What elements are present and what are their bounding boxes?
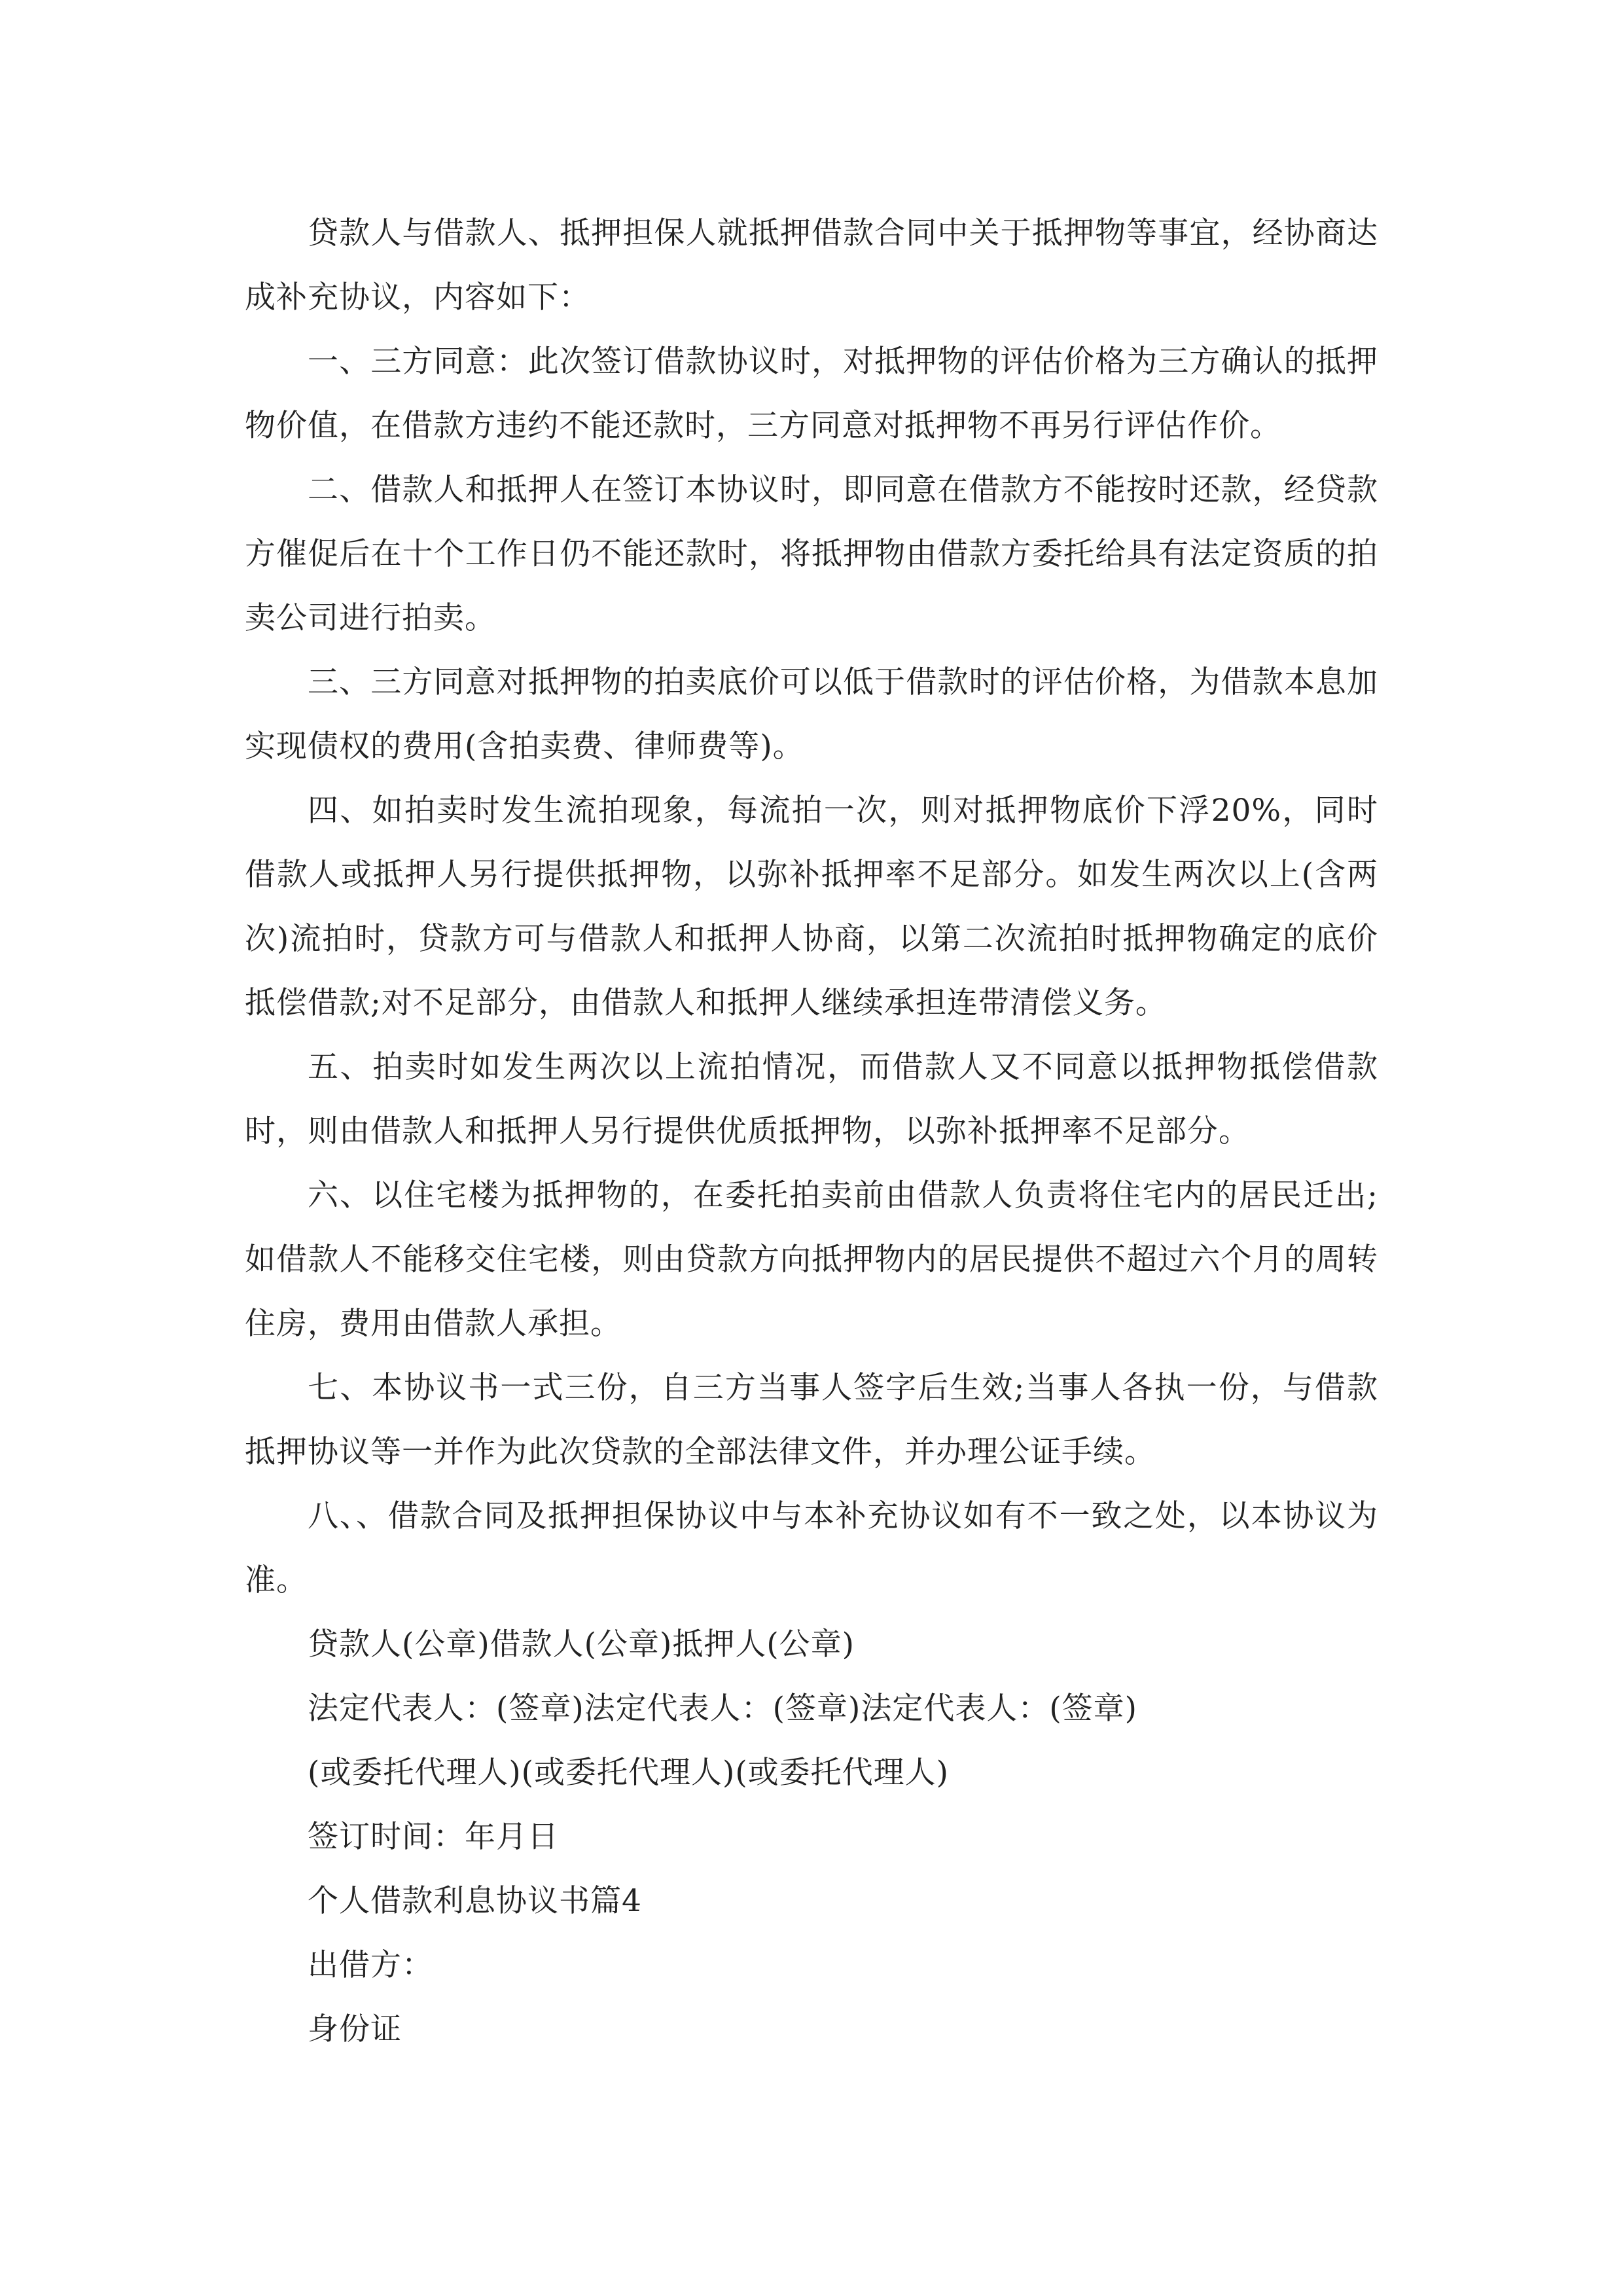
signature-agents-line: (或委托代理人)(或委托代理人)(或委托代理人) xyxy=(308,1755,950,1791)
signature-parties-line: 贷款人(公章)借款人(公章)抵押人(公章) xyxy=(308,1626,855,1662)
clause-4: 四、如拍卖时发生流拍现象，每流拍一次，则对抵押物底价下浮20%，同时借款人或抵押人另行提供抵押物，以弥补抵押率不足部分。如发生两次以上(含两次)流拍时，贷款方可与借款人和抵押人协商，以第二次流拍时抵押物确定的底价抵偿借款;对不足部分，由借款人和抵押人继续承担连带清偿义务。 xyxy=(245,793,1378,1021)
id-card-line: 身份证 xyxy=(308,2011,402,2047)
document-body xyxy=(245,202,1378,2062)
clause-6: 六、以住宅楼为抵押物的，在委托拍卖前由借款人负责将住宅内的居民迁出;如借款人不能移交住宅楼，则由贷款方向抵押物内的居民提供不超过六个月的周转住房，费用由借款人承担。 xyxy=(245,1177,1378,1342)
clause-5: 五、拍卖时如发生两次以上流拍情况，而借款人又不同意以抵押物抵偿借款时，则由借款人和抵押人另行提供优质抵押物，以弥补抵押率不足部分。 xyxy=(245,1049,1378,1149)
section-title: 个人借款利息协议书篇4 xyxy=(308,1883,642,1919)
clause-1: 一、三方同意：此次签订借款协议时，对抵押物的评估价格为三方确认的抵押物价值，在借款方违约不能还款时，三方同意对抵押物不再另行评估作价。 xyxy=(245,344,1378,444)
signing-date-line: 签订时间：年月日 xyxy=(308,1819,559,1855)
intro-paragraph: 贷款人与借款人、抵押担保人就抵押借款合同中关于抵押物等事宜，经协商达成补充协议，内容如下： xyxy=(245,215,1378,315)
clause-2: 二、借款人和抵押人在签订本协议时，即同意在借款方不能按时还款，经贷款方催促后在十个工作日仍不能还款时，将抵押物由借款方委托给具有法定资质的拍卖公司进行拍卖。 xyxy=(245,472,1378,636)
signature-representatives-line: 法定代表人：(签章)法定代表人：(签章)法定代表人：(签章) xyxy=(308,1691,1138,1727)
lender-line: 出借方： xyxy=(308,1947,433,1983)
clause-7: 七、本协议书一式三份，自三方当事人签字后生效;当事人各执一份，与借款抵押协议等一并作为此次贷款的全部法律文件，并办理公证手续。 xyxy=(245,1370,1378,1470)
clause-3: 三、三方同意对抵押物的拍卖底价可以低于借款时的评估价格，为借款本息加实现债权的费用(含拍卖费、律师费等)。 xyxy=(245,664,1378,764)
clause-8: 八、、借款合同及抵押担保协议中与本补充协议如有不一致之处，以本协议为准。 xyxy=(245,1498,1378,1598)
